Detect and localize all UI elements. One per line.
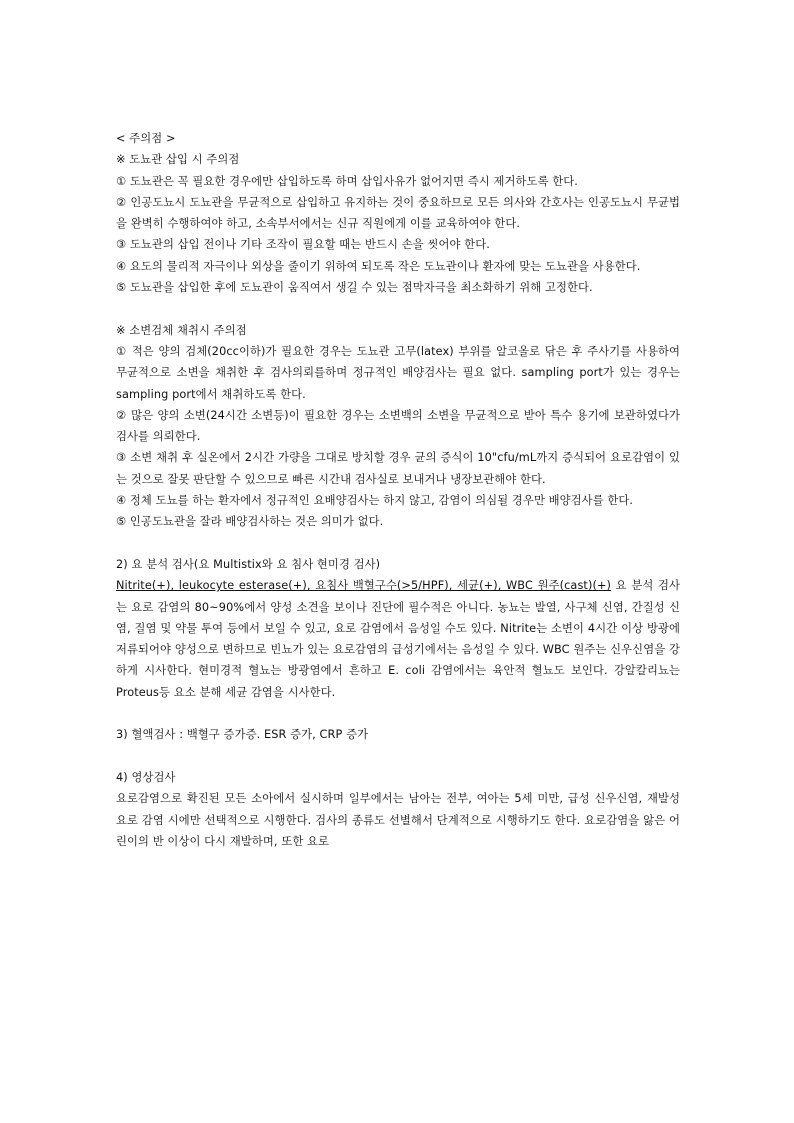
document-body <box>116 128 684 852</box>
catheter-item-4: ④ 요도의 물리적 자극이나 외상을 줄이기 위하여 되도록 작은 도뇨관이나 환자에 맞는 도뇨관을 사용한다. <box>116 259 641 273</box>
catheter-item-5: ⑤ 도뇨관을 삽입한 후에 도뇨관이 움직여서 생길 수 있는 점막자극을 최소화하기 위해 고정한다. <box>116 281 593 295</box>
specimen-item-3: ③ 소변 채취 후 실온에서 2시간 가량을 그대로 방치할 경우 균의 증식이 10"cfu/mL까지 증식되어 요로감염이 있는 것으로 잘못 판단할 수 있으므로 빠른 시간내 검사실로 보내거나 냉장보관해야 한다. <box>116 451 680 486</box>
section-imaging-title: 4) 영상검사 <box>116 770 176 784</box>
specimen-item-1: ① 적은 양의 검체(20cc이하)가 필요한 경우는 도뇨관 고무(latex) 부위를 알코올로 닦은 후 주사기를 사용하여 무균적으로 소변을 채취한 후 검사의뢰를하며 정규적인 배양검사는 필요 없다. sampling port가 있는 경우는 sampling port에서 채취하도록 한다. <box>116 344 684 401</box>
urinalysis-body: 요 분석 검사는 요로 감염의 80~90%에서 양성 소견을 보이나 진단에 필수적은 아니다. 농뇨는 발열, 사구체 신염, 간질성 신염, 질염 및 약물 투여 등에서 보일 수 있고, 요로 감염에서 음성일 수도 있다. Nitrite는 소변이 4시간 이상 방광에 저류되어야 양성으로 변하므로 빈뇨가 있는 요로감염의 급성기에서는 음성일 수 있다. WBC 원주는 신우신염을 강하게 시사한다. 현미경적 혈뇨는 방광염에서 흔하고 E. coli 감염에서는 육안적 혈뇨도 보인다. 강알칼리뇨는 Proteus등 요소 분해 세균 감염을 시사한다. <box>116 579 684 699</box>
section-catheter-title: ※ 도뇨관 삽입 시 주의점 <box>116 153 240 167</box>
urinalysis-paragraph <box>116 575 684 703</box>
specimen-item-4: ④ 정체 도뇨를 하는 환자에서 정규적인 요배양검사는 하지 않고, 감염이 의심될 경우만 배양검사를 한다. <box>116 494 634 508</box>
imaging-body: 요로감염으로 확진된 모든 소아에서 실시하며 일부에서는 남아는 전부, 여아는 5세 미만, 급성 신우신염, 재발성 요로 감염 시에만 선택적으로 시행한다. 검사의 종류도 선별해서 단계적으로 시행하기도 한다. 요로감염을 앓은 어린이의 반 이상이 다시 재발하며, 또한 요로 <box>116 792 684 848</box>
specimen-item-2: ② 많은 양의 소변(24시간 소변등)이 필요한 경우는 소변백의 소변을 무균적으로 받아 특수 용기에 보관하였다가 검사를 의뢰한다. <box>116 408 684 444</box>
section-urinalysis-title: 2) 요 분석 검사(요 Multistix와 요 침사 현미경 검사) <box>116 557 381 571</box>
section-blood-test-title: 3) 혈액검사 : 백혈구 증가증. ESR 증가, CRP 증가 <box>116 728 369 742</box>
spacer <box>116 298 680 319</box>
catheter-item-1: ① 도뇨관은 꼭 필요한 경우에만 삽입하도록 하며 삽입사유가 없어지면 즉시 제거하도록 한다. <box>116 174 578 188</box>
section-specimen-title: ※ 소변검체 채취시 주의점 <box>116 323 247 337</box>
urinalysis-findings-underlined: Nitrite(+), leukocyte esterase(+), 요침사 백혈구수(>5/HPF), 세균(+), WBC 원주(cast)(+) <box>116 579 612 593</box>
spacer <box>116 746 680 767</box>
specimen-item-5: ⑤ 인공도뇨관을 잘라 배양검사하는 것은 의미가 없다. <box>116 515 384 529</box>
spacer <box>116 703 680 724</box>
catheter-item-2: ② 인공도뇨시 도뇨관을 무균적으로 삽입하고 유지하는 것이 중요하므로 모든 의사와 간호사는 인공도뇨시 무균법을 완벽히 수행하여야 하고, 소속부서에서는 신규 직원에게 이를 교육하여야 한다. <box>116 195 680 231</box>
catheter-item-3: ③ 도뇨관의 삽입 전이나 기타 조작이 필요할 때는 반드시 손을 씻어야 한다. <box>116 238 490 252</box>
spacer <box>116 533 680 554</box>
doc-heading: < 주의점 > <box>116 132 176 145</box>
